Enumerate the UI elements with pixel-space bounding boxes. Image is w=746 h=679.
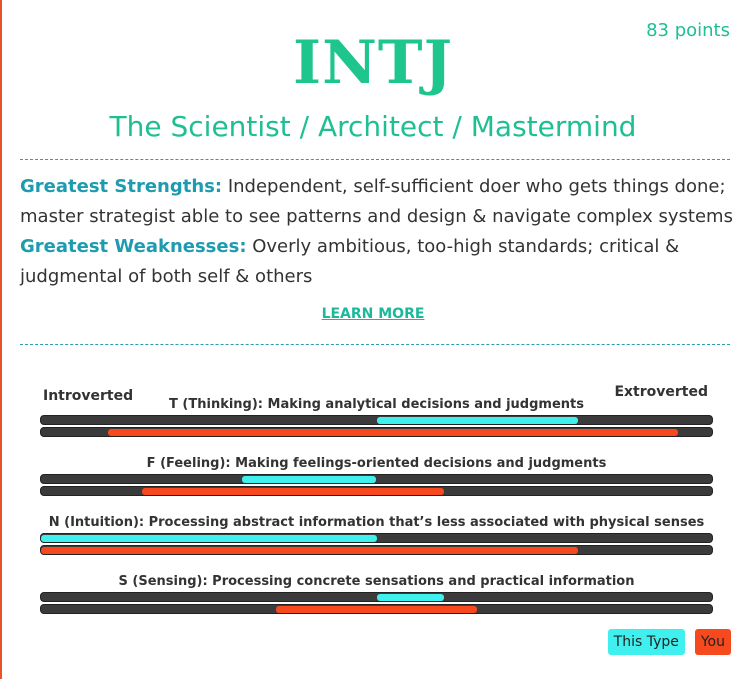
trait-feeling bbox=[40, 454, 713, 498]
axis-label-introverted: Introverted bbox=[43, 388, 134, 404]
trait-intuition bbox=[40, 513, 713, 557]
this-type-bar bbox=[40, 474, 713, 484]
legend bbox=[608, 629, 731, 655]
this-type-bar bbox=[40, 533, 713, 543]
learn-more-link[interactable]: LEARN MORE bbox=[321, 306, 425, 322]
legend-this-type: This Type bbox=[608, 629, 685, 655]
points-score: 83 points bbox=[646, 20, 730, 41]
this-type-fill bbox=[377, 417, 578, 424]
type-description bbox=[20, 172, 734, 292]
trait-thinking bbox=[40, 395, 713, 439]
you-bar bbox=[40, 545, 713, 555]
type-name: The Scientist / Architect / Mastermind bbox=[109, 110, 637, 143]
you-bar bbox=[40, 604, 713, 614]
trait-label: F (Feeling): Making feelings-oriented decisions and judgments bbox=[146, 456, 607, 471]
axis-label-extroverted: Extroverted bbox=[614, 384, 708, 400]
left-edge-accent bbox=[0, 0, 2, 679]
weaknesses-text: Overly ambitious, too-high standards; critical & judgmental of both self & others bbox=[20, 236, 680, 287]
type-code: INTJ bbox=[293, 28, 453, 98]
this-type-bar bbox=[40, 415, 713, 425]
legend-you: You bbox=[695, 629, 731, 655]
you-fill bbox=[276, 606, 477, 613]
divider-bottom bbox=[20, 344, 730, 345]
you-fill bbox=[142, 488, 444, 495]
you-fill bbox=[108, 429, 678, 436]
this-type-bar bbox=[40, 592, 713, 602]
strengths-label: Greatest Strengths: bbox=[20, 176, 223, 197]
trait-label: T (Thinking): Making analytical decisions and judgments bbox=[169, 397, 584, 412]
divider-top bbox=[20, 159, 730, 160]
trait-label: S (Sensing): Processing concrete sensations and practical information bbox=[118, 574, 635, 589]
this-type-fill bbox=[41, 535, 377, 542]
you-fill bbox=[41, 547, 578, 554]
you-bar bbox=[40, 486, 713, 496]
this-type-fill bbox=[377, 594, 444, 601]
weaknesses-label: Greatest Weaknesses: bbox=[20, 236, 247, 257]
trait-label: N (Intuition): Processing abstract information that’s less associated with physical senses bbox=[48, 515, 705, 530]
this-type-fill bbox=[242, 476, 376, 483]
strengths-text: Independent, self-sufficient doer who gets things done; master strategist able to see patterns and design & navigate complex systems bbox=[20, 176, 733, 227]
you-bar bbox=[40, 427, 713, 437]
trait-sensing bbox=[40, 572, 713, 616]
